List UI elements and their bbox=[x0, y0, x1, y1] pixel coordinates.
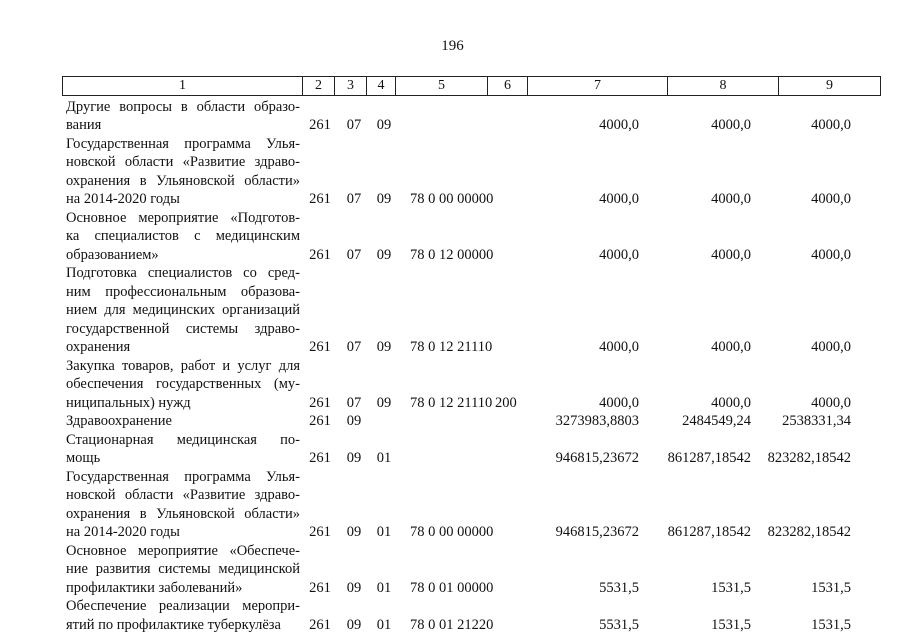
cell-c5: 78 0 01 21220 bbox=[410, 616, 494, 633]
description-line: Государственная программа Улья- bbox=[66, 468, 300, 485]
cell-c5: 78 0 00 00000 bbox=[410, 524, 494, 540]
description-line: ние развития системы медицинской bbox=[66, 561, 300, 577]
description-line: Государственная программа Улья- bbox=[66, 135, 300, 152]
cell-c8: 4000,0 bbox=[711, 339, 751, 355]
cell-c3: 07 bbox=[346, 246, 362, 263]
cell-c5: 78 0 12 21110 bbox=[410, 394, 493, 411]
cell-c5: 78 0 00 00000 bbox=[410, 191, 494, 207]
cell-c9: 823282,18542 bbox=[767, 450, 851, 466]
row-description bbox=[66, 209, 300, 265]
cell-c8: 4000,0 bbox=[711, 246, 751, 263]
description-line: охранения в Ульяновской области» bbox=[66, 172, 300, 189]
cell-c4: 09 bbox=[376, 191, 392, 207]
description-line: на 2014-2020 годы bbox=[66, 191, 180, 207]
header-col-2: 2 bbox=[303, 77, 335, 95]
cell-c9: 4000,0 bbox=[811, 117, 851, 133]
cell-c2: 261 bbox=[309, 339, 331, 355]
cell-c3: 07 bbox=[346, 394, 362, 411]
row-description bbox=[66, 357, 300, 413]
cell-c8: 4000,0 bbox=[711, 394, 751, 411]
header-col-8: 8 bbox=[668, 77, 779, 95]
row-description bbox=[66, 431, 300, 468]
description-line: охранения в Ульяновской области» bbox=[66, 505, 300, 522]
cell-c4: 09 bbox=[376, 117, 392, 133]
header-col-5: 5 bbox=[396, 77, 488, 95]
description-line: Подготовка специалистов со сред- bbox=[66, 265, 300, 281]
cell-c2: 261 bbox=[309, 394, 331, 411]
description-line: Другие вопросы в области образо- bbox=[66, 98, 300, 115]
header-col-9: 9 bbox=[826, 78, 833, 93]
cell-c2: 261 bbox=[309, 246, 331, 263]
cell-c7: 4000,0 bbox=[599, 191, 639, 207]
cell-c2: 261 bbox=[309, 579, 331, 596]
cell-c9: 1531,5 bbox=[811, 616, 851, 633]
description-line: Стационарная медицинская по- bbox=[66, 431, 300, 448]
cell-c2: 261 bbox=[309, 191, 331, 207]
row-description bbox=[66, 468, 300, 542]
row-description bbox=[66, 264, 300, 357]
description-line: мощь bbox=[66, 450, 101, 466]
cell-c9: 4000,0 bbox=[811, 246, 851, 263]
cell-c5: 78 0 12 21110 bbox=[410, 339, 493, 355]
row-description bbox=[66, 135, 300, 209]
description-line: охранения bbox=[66, 339, 131, 355]
cell-c3: 09 bbox=[346, 450, 362, 466]
cell-c4: 09 bbox=[376, 394, 392, 411]
description-line: вания bbox=[66, 117, 102, 133]
cell-c2: 261 bbox=[309, 413, 331, 429]
cell-c7: 4000,0 bbox=[599, 339, 639, 355]
cell-c7: 4000,0 bbox=[599, 117, 639, 133]
cell-c8: 861287,18542 bbox=[667, 450, 751, 466]
row-description bbox=[66, 412, 300, 431]
description-line: ка специалистов с медицинским bbox=[66, 228, 300, 244]
cell-c4: 01 bbox=[376, 450, 392, 466]
cell-c2: 261 bbox=[309, 524, 331, 540]
cell-c8: 4000,0 bbox=[711, 117, 751, 133]
cell-c4: 01 bbox=[376, 616, 392, 633]
cell-c8: 2484549,24 bbox=[682, 413, 751, 429]
cell-c3: 07 bbox=[346, 339, 362, 355]
description-line: профилактики заболеваний» bbox=[66, 579, 243, 596]
cell-c2: 261 bbox=[309, 450, 331, 466]
cell-c9: 4000,0 bbox=[811, 394, 851, 411]
description-line: Закупка товаров, работ и услуг для bbox=[66, 357, 300, 374]
cell-c8: 861287,18542 bbox=[667, 524, 751, 540]
cell-c3: 09 bbox=[346, 616, 362, 633]
cell-c8: 4000,0 bbox=[711, 191, 751, 207]
header-col-6: 6 bbox=[488, 77, 528, 95]
header-col-7: 7 bbox=[528, 77, 668, 95]
cell-c7: 946815,23672 bbox=[555, 450, 639, 466]
cell-c8: 1531,5 bbox=[711, 616, 751, 633]
description-line: государственной системы здраво- bbox=[66, 320, 300, 337]
description-line: новской области «Развитие здраво- bbox=[66, 154, 300, 170]
cell-c4: 01 bbox=[376, 524, 392, 540]
cell-c7: 4000,0 bbox=[599, 394, 639, 411]
cell-c3: 07 bbox=[346, 117, 362, 133]
cell-c7: 5531,5 bbox=[599, 616, 639, 633]
cell-c5: 78 0 01 00000 bbox=[410, 579, 494, 596]
description-line: ним профессиональным образова- bbox=[66, 283, 300, 300]
row-description bbox=[66, 98, 300, 135]
cell-c2: 261 bbox=[309, 616, 331, 633]
cell-c2: 261 bbox=[309, 117, 331, 133]
cell-c9: 4000,0 bbox=[811, 339, 851, 355]
description-line: ниципальных) нужд bbox=[66, 394, 191, 411]
description-line: Основное мероприятие «Подготов- bbox=[66, 209, 300, 226]
cell-c5: 78 0 12 00000 bbox=[410, 246, 494, 263]
cell-c7: 4000,0 bbox=[599, 246, 639, 263]
table-header bbox=[62, 76, 881, 96]
cell-c9: 823282,18542 bbox=[767, 524, 851, 540]
cell-c6: 200 bbox=[495, 394, 517, 411]
description-line: ятий по профилактике туберкулёза bbox=[66, 616, 281, 633]
cell-c9: 4000,0 bbox=[811, 191, 851, 207]
cell-c7: 946815,23672 bbox=[555, 524, 639, 540]
row-description bbox=[66, 597, 300, 634]
row-description bbox=[66, 542, 300, 598]
description-line: новской области «Развитие здраво- bbox=[66, 487, 300, 503]
description-line: нием для медицинских организаций bbox=[66, 302, 300, 318]
cell-c7: 5531,5 bbox=[599, 579, 639, 596]
cell-c9: 1531,5 bbox=[811, 579, 851, 596]
cell-c3: 09 bbox=[346, 524, 362, 540]
description-line: Обеспечение реализации меропри- bbox=[66, 598, 300, 614]
header-col-1: 1 bbox=[63, 77, 303, 95]
header-col-3: 3 bbox=[335, 77, 367, 95]
cell-c9: 2538331,34 bbox=[782, 413, 851, 429]
cell-c4: 01 bbox=[376, 579, 392, 596]
cell-c3: 09 bbox=[346, 579, 362, 596]
description-line: обеспечения государственных (му- bbox=[66, 376, 300, 392]
cell-c3: 09 bbox=[346, 413, 362, 429]
cell-c3: 07 bbox=[346, 191, 362, 207]
page-number: 196 bbox=[441, 38, 464, 54]
header-col-4: 4 bbox=[367, 77, 396, 95]
description-line: образованием» bbox=[66, 246, 159, 263]
description-line: Основное мероприятие «Обеспече- bbox=[66, 542, 300, 559]
cell-c4: 09 bbox=[376, 246, 392, 263]
description-line: на 2014-2020 годы bbox=[66, 524, 180, 540]
cell-c4: 09 bbox=[376, 339, 392, 355]
cell-c8: 1531,5 bbox=[711, 579, 751, 596]
cell-c7: 3273983,8803 bbox=[555, 413, 639, 429]
description-line: Здравоохранение bbox=[66, 413, 172, 429]
